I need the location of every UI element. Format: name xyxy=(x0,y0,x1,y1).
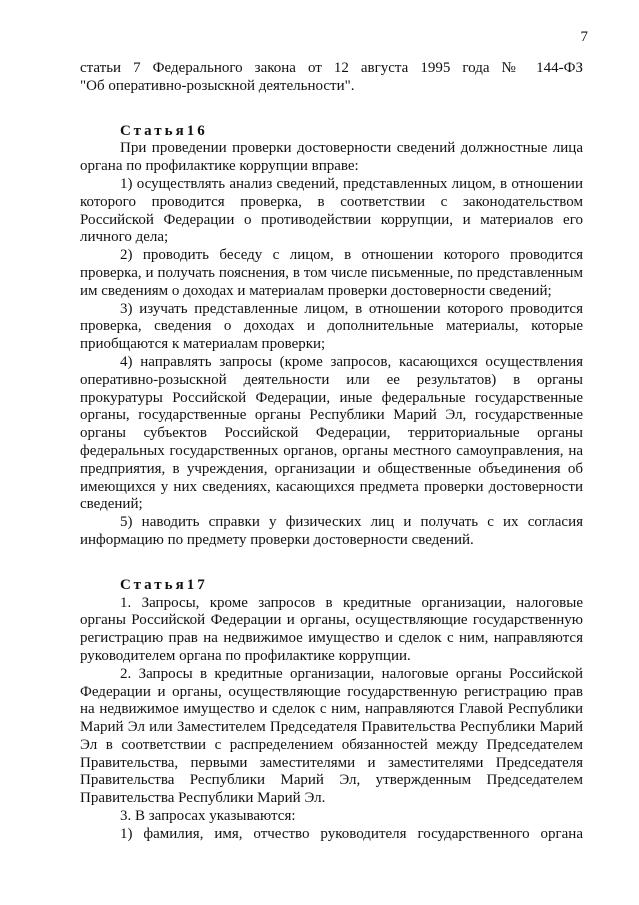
article-17-heading: Статья17 xyxy=(120,576,208,593)
article-17-paragraph: 1. Запросы, кроме запросов в кредитные организации, налоговые органы Российской Федерации и органы, осуществляющие государственную регистрацию прав на недвижимое имущество и сделок с ним, направляются руководителем органа по профилактике коррупции. xyxy=(80,594,583,664)
article-16-item: 3) изучать представленные лицом, в отношении которого проводится проверка, сведения о доходах и дополнительные материалы, которые приобщаются к материалам проверки; xyxy=(80,300,583,353)
page-number: 7 xyxy=(580,29,588,45)
article-16-heading: Статья16 xyxy=(120,122,208,139)
intro-line-1: статьи 7 Федерального закона от 12 августа 1995 года № 144-ФЗ xyxy=(80,60,583,76)
article-16-item: 1) осуществлять анализ сведений, представленных лицом, в отношении которого проводится проверка, в соответствии с законодательством Российской Федерации о противодействии коррупции, и материалов его личного дела; xyxy=(80,175,583,246)
article-17-paragraph: 2. Запросы в кредитные организации, налоговые органы Российской Федерации и органы, осуществляющие государственную регистрацию прав на недвижимое имущество и сделок с ним, направляются Главой Республики Марий Эл или Заместителем Председателя Правительства Республики Марий Эл в соответствии с распределением обязанностей между Председателем Правительства, первыми заместителями и заместителями Председателя Правительства Республики Марий Эл, утвержденным Председателем Правительства Республики Марий Эл. xyxy=(80,665,583,807)
spacer xyxy=(80,96,583,123)
article-17-paragraph: 1) фамилия, имя, отчество руководителя государственного органа xyxy=(120,825,583,842)
article-16-item: 2) проводить беседу с лицом, в отношении которого проводится проверка, и получать пояснения, в том числе письменные, по представленным им сведениям о доходах и материалам проверки достоверности сведений; xyxy=(80,247,583,299)
article-16-lead: При проведении проверки достоверности сведений должностные лица органа по профилактике коррупции вправе: xyxy=(80,140,583,175)
article-17-paragraph: 3. В запросах указываются: xyxy=(120,808,296,825)
intro-line-2: "Об оперативно-розыскной деятельности". xyxy=(80,77,355,94)
article-16-item: 4) направлять запросы (кроме запросов, касающихся осуществления оперативно-розыскной деятельности или ее результатов) в органы прокуратуры Российской Федерации, иные федеральные государственные органы, государственные органы Республики Марий Эл, государственные органы субъектов Российской Федерации, территориальные органы федеральных государственных органов, органы местного самоуправления, на предприятия, в учреждения, организации и общественные объединения об имеющихся у них сведениях, касающихся предмета проверки достоверности сведений; xyxy=(80,353,583,513)
article-16-item: 5) наводить справки у физических лиц и получать с их согласия информацию по предмету проверки достоверности сведений. xyxy=(80,514,583,548)
spacer xyxy=(80,550,583,577)
document-body xyxy=(80,60,583,844)
